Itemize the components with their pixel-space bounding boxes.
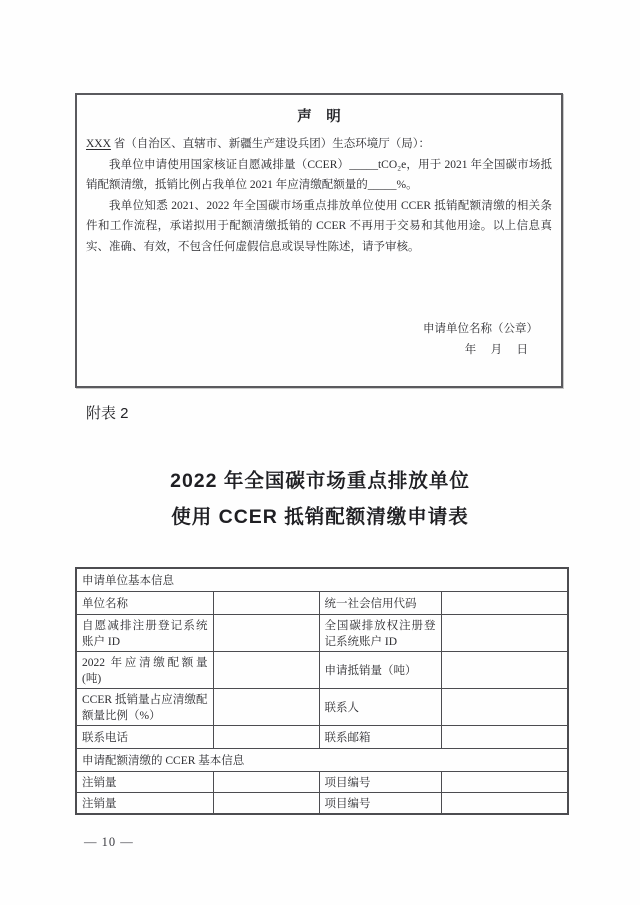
field-value [441,771,568,792]
field-value [213,651,319,688]
table-row [76,771,568,792]
field-value [441,688,568,725]
field-value [213,771,319,792]
declaration-heading: 声 明 [297,109,341,125]
table-row [76,614,568,651]
table-row [76,725,568,748]
section-header: 申请单位基本信息 [76,568,568,591]
field-label: CCER 抵销量占应清缴配额量比例（%） [76,688,213,725]
table-section-header-row [76,568,568,591]
field-label: 联系邮箱 [319,725,441,748]
field-value [441,725,568,748]
field-label: 联系人 [319,688,441,725]
field-label: 2022 年应清缴配额量(吨) [76,651,213,688]
field-label: 自愿减排注册登记系统账户 ID [76,614,213,651]
form-title [0,463,640,535]
table-row [76,792,568,814]
field-label: 全国碳排放权注册登记系统账户 ID [319,614,441,651]
field-value [213,725,319,748]
table-row [76,688,568,725]
page-number: — 10 — [84,835,134,849]
field-value [441,591,568,614]
section-header: 申请配额清缴的 CCER 基本信息 [76,748,568,771]
table-row [76,591,568,614]
field-label: 注销量 [76,771,213,792]
salutation-text: 省（自治区、直辖市、新疆生产建设兵团）生态环境厅（局）： [110,138,431,150]
table-row [76,651,568,688]
field-value [441,651,568,688]
field-label: 申请抵销量（吨） [319,651,441,688]
application-form-table [75,567,569,815]
field-label: 项目编号 [319,771,441,792]
field-label: 项目编号 [319,792,441,814]
signature-date: 年 月 日 [464,344,528,356]
declaration-paragraph-2: 我单位知悉 2021、2022 年全国碳市场重点排放单位使用 CCER 抵销配额清缴的相关条件和工作流程，承诺拟用于配额清缴抵销的 CCER 不再用于交易和其他用途。以上信息真实、准确、有效，不包含任何虚假信息或误导性陈述，请予审核。 [86,199,552,253]
form-title-line1: 2022 年全国碳市场重点排放单位 [170,470,470,492]
declaration-box [75,93,563,388]
field-label: 统一社会信用代码 [319,591,441,614]
declaration-salutation [86,134,552,155]
field-label: 注销量 [76,792,213,814]
field-value [441,614,568,651]
form-title-line2: 使用 CCER 抵销配额清缴申请表 [171,506,469,528]
field-value [213,591,319,614]
attachment-label: 附表 2 [86,405,129,422]
field-value [213,688,319,725]
declaration-paragraph-1: 我单位申请使用国家核证自愿减排量（CCER）_____tCO₂e，用于 2021 年全国碳市场抵销配额清缴，抵销比例占我单位 2021 年应清缴配额量的_____%。 [86,158,552,191]
salutation-blank: XXX [86,138,111,150]
field-label: 联系电话 [76,725,213,748]
field-value [441,792,568,814]
table-section-header-row [76,748,568,771]
signature-block [86,319,552,361]
field-label: 单位名称 [76,591,213,614]
field-value [213,614,319,651]
signature-unit-name: 申请单位名称（公章） [423,323,538,335]
field-value [213,792,319,814]
